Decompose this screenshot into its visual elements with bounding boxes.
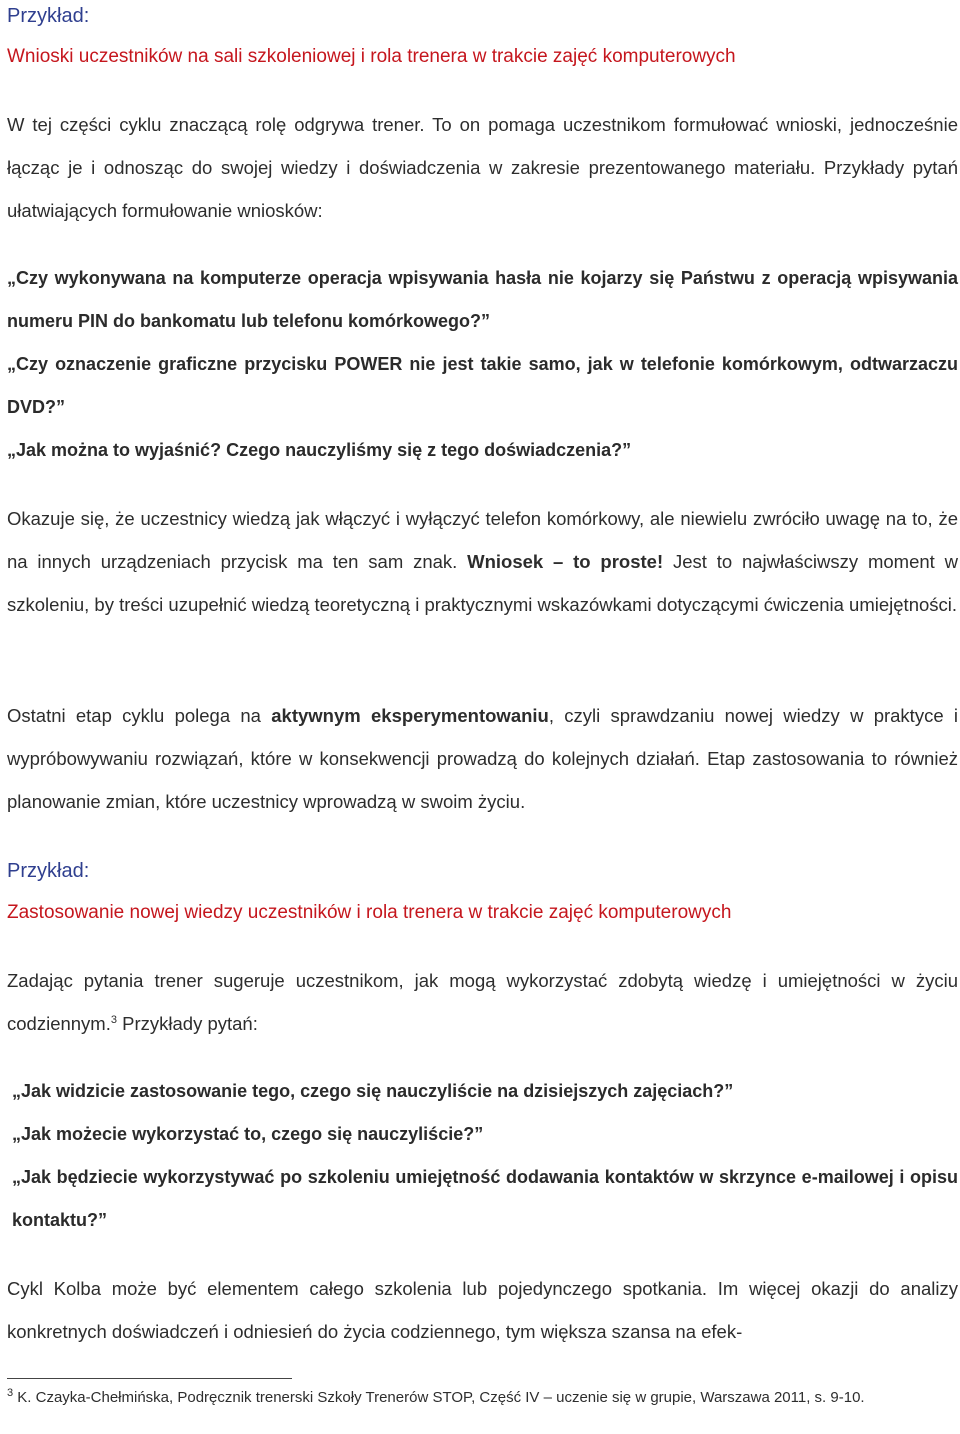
question-item: „Czy wykonywana na komputerze operacja wpisywania hasła nie kojarzy się Państwu z operacją wpisywania numeru PIN do bankomatu lub telefonu komórkowego?”: [7, 268, 958, 331]
footnote: [7, 1386, 958, 1410]
conclusion-paragraph: [7, 497, 958, 626]
question-item: „Jak możecie wykorzystać to, czego się nauczyliście?”: [12, 1124, 484, 1144]
example-label: Przykład:: [7, 5, 90, 27]
paragraph-text: Okazuje się, że uczestnicy wiedzą jak włączyć i wyłączyć telefon komórkowy, ale niewielu zwróciło uwagę na to, że na innych urządzeniach przycisk ma ten sam znak.: [7, 508, 958, 572]
paragraph-text: Jest to najwłaściwszy moment w szkoleniu, by treści uzupełnić wiedzą teoretyczną i praktycznymi wskazówkami dotyczącymi ćwiczenia umiejętności.: [7, 551, 958, 615]
example-label: Przykład:: [7, 860, 90, 882]
intro-paragraph: W tej części cyklu znaczącą rolę odgrywa trener. To on pomaga uczestnikom formułować wnioski, jednocześnie łącząc je i odnosząc do swojej wiedzy i doświadczenia w zakresie prezentowanego materiału. Przykłady pytań ułatwiających formułowanie wniosków:: [7, 114, 958, 221]
question-item: „Jak można to wyjaśnić? Czego nauczyliśmy się z tego doświadczenia?”: [7, 440, 632, 460]
emphasis-text: aktywnym eksperymentowaniu: [271, 705, 549, 726]
footnote-divider: [7, 1378, 292, 1379]
paragraph-text: Zadając pytania trener sugeruje uczestnikom, jak mogą wykorzystać zdobytą wiedzę i umiejętności w życiu codziennym.: [7, 970, 958, 1034]
footnote-reference: 3: [110, 1013, 117, 1026]
question-list: [7, 257, 958, 472]
question-item: „Jak widzicie zastosowanie tego, czego się nauczyliście na dzisiejszych zajęciach?”: [12, 1081, 734, 1101]
closing-paragraph: Cykl Kolba może być elementem całego szkolenia lub pojedynczego spotkania. Im więcej okazji do analizy konkretnych doświadczeń i odniesień do życia codziennego, tym większa szansa na efek-: [7, 1278, 958, 1342]
question-list: [12, 1070, 958, 1242]
paragraph-text: , czyli sprawdzaniu nowej wiedzy w praktyce i wypróbowywaniu rozwiązań, które w konsekwencji prowadzą do kolejnych działań. Etap zastosowania to również planowanie zmian, które uczestnicy wprowadzą w swoim życiu.: [7, 705, 958, 812]
intro-paragraph: [7, 959, 958, 1045]
paragraph-text: Przykłady pytań:: [122, 1013, 258, 1034]
emphasis-text: Wniosek – to proste!: [467, 551, 664, 572]
question-item: „Czy oznaczenie graficzne przycisku POWER nie jest takie samo, jak w telefonie komórkowym, odtwarzaczu DVD?”: [7, 354, 958, 417]
section-title: Zastosowanie nowej wiedzy uczestników i rola trenera w trakcie zajęć komputerowych: [7, 902, 732, 923]
footnote-text: K. Czayka-Chełmińska, Podręcznik trenerski Szkoły Trenerów STOP, Część IV – uczenie się w grupie, Warszawa 2011, s. 9-10.: [17, 1389, 865, 1406]
footnote-number: 3: [7, 1387, 14, 1399]
experiment-paragraph: [7, 694, 958, 823]
paragraph-text: Ostatni etap cyklu polega na: [7, 705, 261, 726]
section-title: Wnioski uczestników na sali szkoleniowej i rola trenera w trakcie zajęć komputerowych: [7, 46, 736, 67]
question-item: „Jak będziecie wykorzystywać po szkoleniu umiejętność dodawania kontaktów w skrzynce e-mailowej i opisu kontaktu?”: [12, 1167, 958, 1230]
